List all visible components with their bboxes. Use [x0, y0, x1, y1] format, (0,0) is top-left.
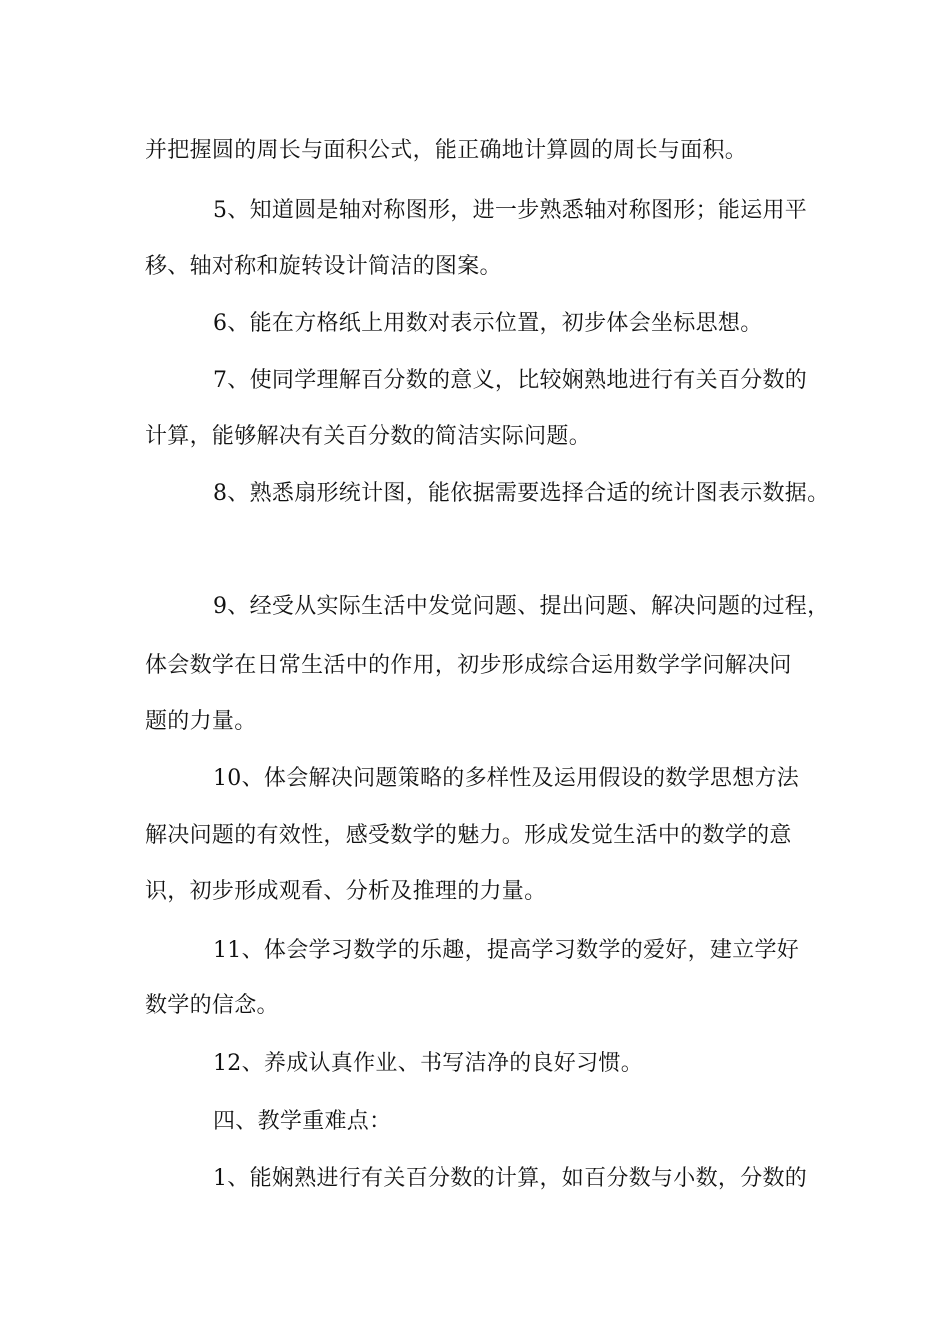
text-line: 移、轴对称和旋转设计简洁的图案。 — [145, 254, 502, 279]
text-line: 6、能在方格纸上用数对表示位置，初步体会坐标思想。 — [213, 311, 763, 336]
text-line: 体会数学在日常生活中的作用，初步形成综合运用数学学问解决问 — [145, 653, 792, 678]
text-line: 12、养成认真作业、书写洁净的良好习惯。 — [213, 1051, 643, 1076]
text-line: 1、能娴熟进行有关百分数的计算，如百分数与小数，分数的 — [213, 1166, 808, 1191]
text-line: 题的力量。 — [145, 709, 257, 734]
text-line: 8、熟悉扇形统计图，能依据需要选择合适的统计图表示数据。 — [213, 481, 830, 506]
text-line: 解决问题的有效性，感受数学的魅力。形成发觉生活中的数学的意 — [145, 823, 792, 848]
text-line: 计算，能够解决有关百分数的简洁实际问题。 — [145, 424, 592, 449]
text-line: 并把握圆的周长与面积公式，能正确地计算圆的周长与面积。 — [145, 138, 748, 163]
text-line: 数学的信念。 — [145, 993, 279, 1018]
text-line: 9、经受从实际生活中发觉问题、提出问题、解决问题的过程， — [213, 594, 830, 619]
text-line: 11、体会学习数学的乐趣，提高学习数学的爱好，建立学好 — [213, 938, 800, 963]
section-heading: 四、教学重难点： — [213, 1109, 392, 1134]
text-line: 10、体会解决问题策略的多样性及运用假设的数学思想方法 — [213, 766, 800, 791]
text-line: 7、使同学理解百分数的意义，比较娴熟地进行有关百分数的 — [213, 368, 808, 393]
text-line: 5、知道圆是轴对称图形，进一步熟悉轴对称图形；能运用平 — [213, 198, 808, 223]
text-line: 识，初步形成观看、分析及推理的力量。 — [145, 879, 547, 904]
